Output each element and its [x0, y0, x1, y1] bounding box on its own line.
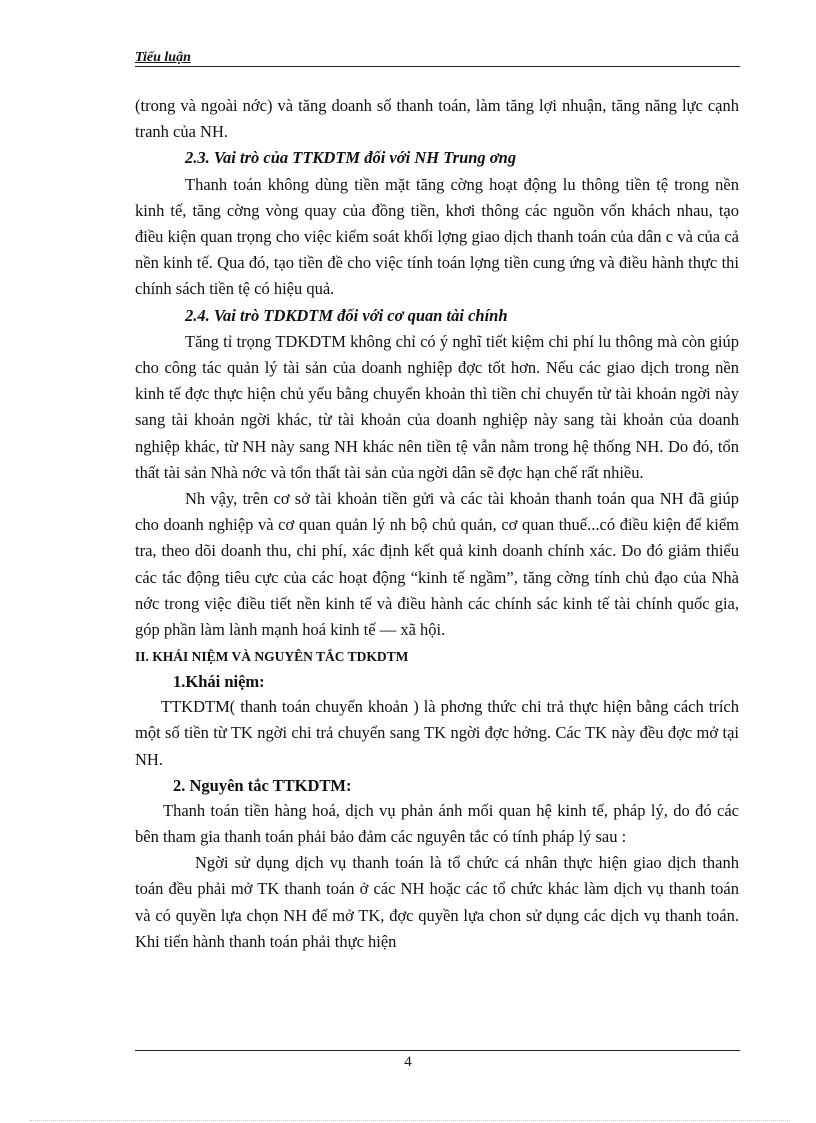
- paragraph: Nh vậy, trên cơ sở tài khoản tiền gửi và các tài khoản thanh toán qua NH đã giúp cho doanh nghiệp và cơ quan quản lý nh bộ chủ quản, cơ quan thuế...có điều kiện để kiểm tra, theo dõi doanh thu, chi phí, xác định kết quả kinh doanh chính xác. Do đó giảm thiểu các tác động tiêu cực của các hoạt động “kinh tế ngầm”, tăng cờng tính chủ đạo của Nhà nớc trong việc điều tiết nền kinh tế và điều hành các chính sác kinh tế tài chính quốc gia, góp phần làm lành mạnh hoá kinh tế — xã hội.: [135, 489, 739, 640]
- paragraph: (trong và ngoài nớc) và tăng doanh số thanh toán, làm tăng lợi nhuận, tăng năng lực cạnh tranh của NH.: [135, 96, 739, 142]
- page-header: [135, 50, 740, 67]
- subsection-heading-2-4: 2.4. Vai trò TDKDTM đối với cơ quan tài chính: [185, 305, 508, 325]
- paragraph: TTKDTM( thanh toán chuyển khoản ) là phơng thức chi trả thực hiện bằng cách trích một số tiền từ TK ngời chi trả chuyển sang TK ngời đợc hởng. Các TK này đều đợc mở tại NH.: [135, 697, 739, 769]
- paragraph: Thanh toán không dùng tiền mặt tăng cờng hoạt động lu thông tiền tệ trong nền kinh tế, tăng cờng vòng quay của đồng tiền, khơi thông các nguồn vốn khách nhau, tạo điều kiện quan trọng cho việc kiểm soát khối lợng giao dịch thanh toán của dân c và của cả nền kinh tế. Qua đó, tạo tiền đề cho việc tính toán lợng tiền cung ứng và điều hành thực thi chính sách tiền tệ có hiệu quả.: [135, 174, 739, 299]
- bottom-border: [30, 1120, 790, 1121]
- paragraph: Tăng tỉ trọng TDKDTM không chỉ có ý nghĩ tiết kiệm chi phí lu thông mà còn giúp cho công tác quản lý tài sản của doanh nghiệp đợc tốt hơn. Nếu các giao dịch trong nền kinh tế đợc thực hiện chủ yếu bằng chuyển khoản thì tiền chỉ chuyển từ tài khoản ngời này sang tài khoản ngời khác, từ tài khoản của doanh nghiệp này sang tài khoản của doanh nghiệp khác, từ NH này sang NH khác nên tiền tệ vẫn nằm trong hệ thống NH. Do đó, tổn thất tài sản Nhà nớc và tổn thất tài sản của ngời dân sẽ đợc hạn chế rất nhiều.: [135, 331, 739, 482]
- header-title: Tiểu luận: [135, 50, 191, 65]
- heading-nguyen-tac: 2. Nguyên tắc TTKDTM:: [173, 775, 352, 795]
- heading-khai-niem: 1.Khái niệm:: [173, 672, 265, 692]
- page-number: 4: [404, 1054, 412, 1070]
- section-heading-ii: II. KHÁI NIỆM VÀ NGUYÊN TẮC TDKDTM: [135, 649, 409, 665]
- paragraph: Ngời sử dụng dịch vụ thanh toán là tổ chức cá nhân thực hiện giao dịch thanh toán đều phải mở TK thanh toán ở các NH hoặc các tổ chức khác làm dịch vụ thanh toán và có quyền lựa chọn NH để mở TK, đợc quyền lựa chon sử dụng các dịch vụ thanh toán. Khi tiến hành thanh toán phải thực hiện: [135, 853, 739, 951]
- paragraph: Thanh toán tiền hàng hoá, dịch vụ phản ánh mối quan hệ kinh tế, pháp lý, do đó các bên tham gia thanh toán phải bảo đảm các nguyên tắc có tính pháp lý sau :: [135, 800, 739, 847]
- subsection-heading-2-3: 2.3. Vai trò của TTKDTM đối với NH Trung ơng: [185, 148, 517, 168]
- footer-divider: [135, 1050, 740, 1051]
- document-body: [135, 93, 739, 955]
